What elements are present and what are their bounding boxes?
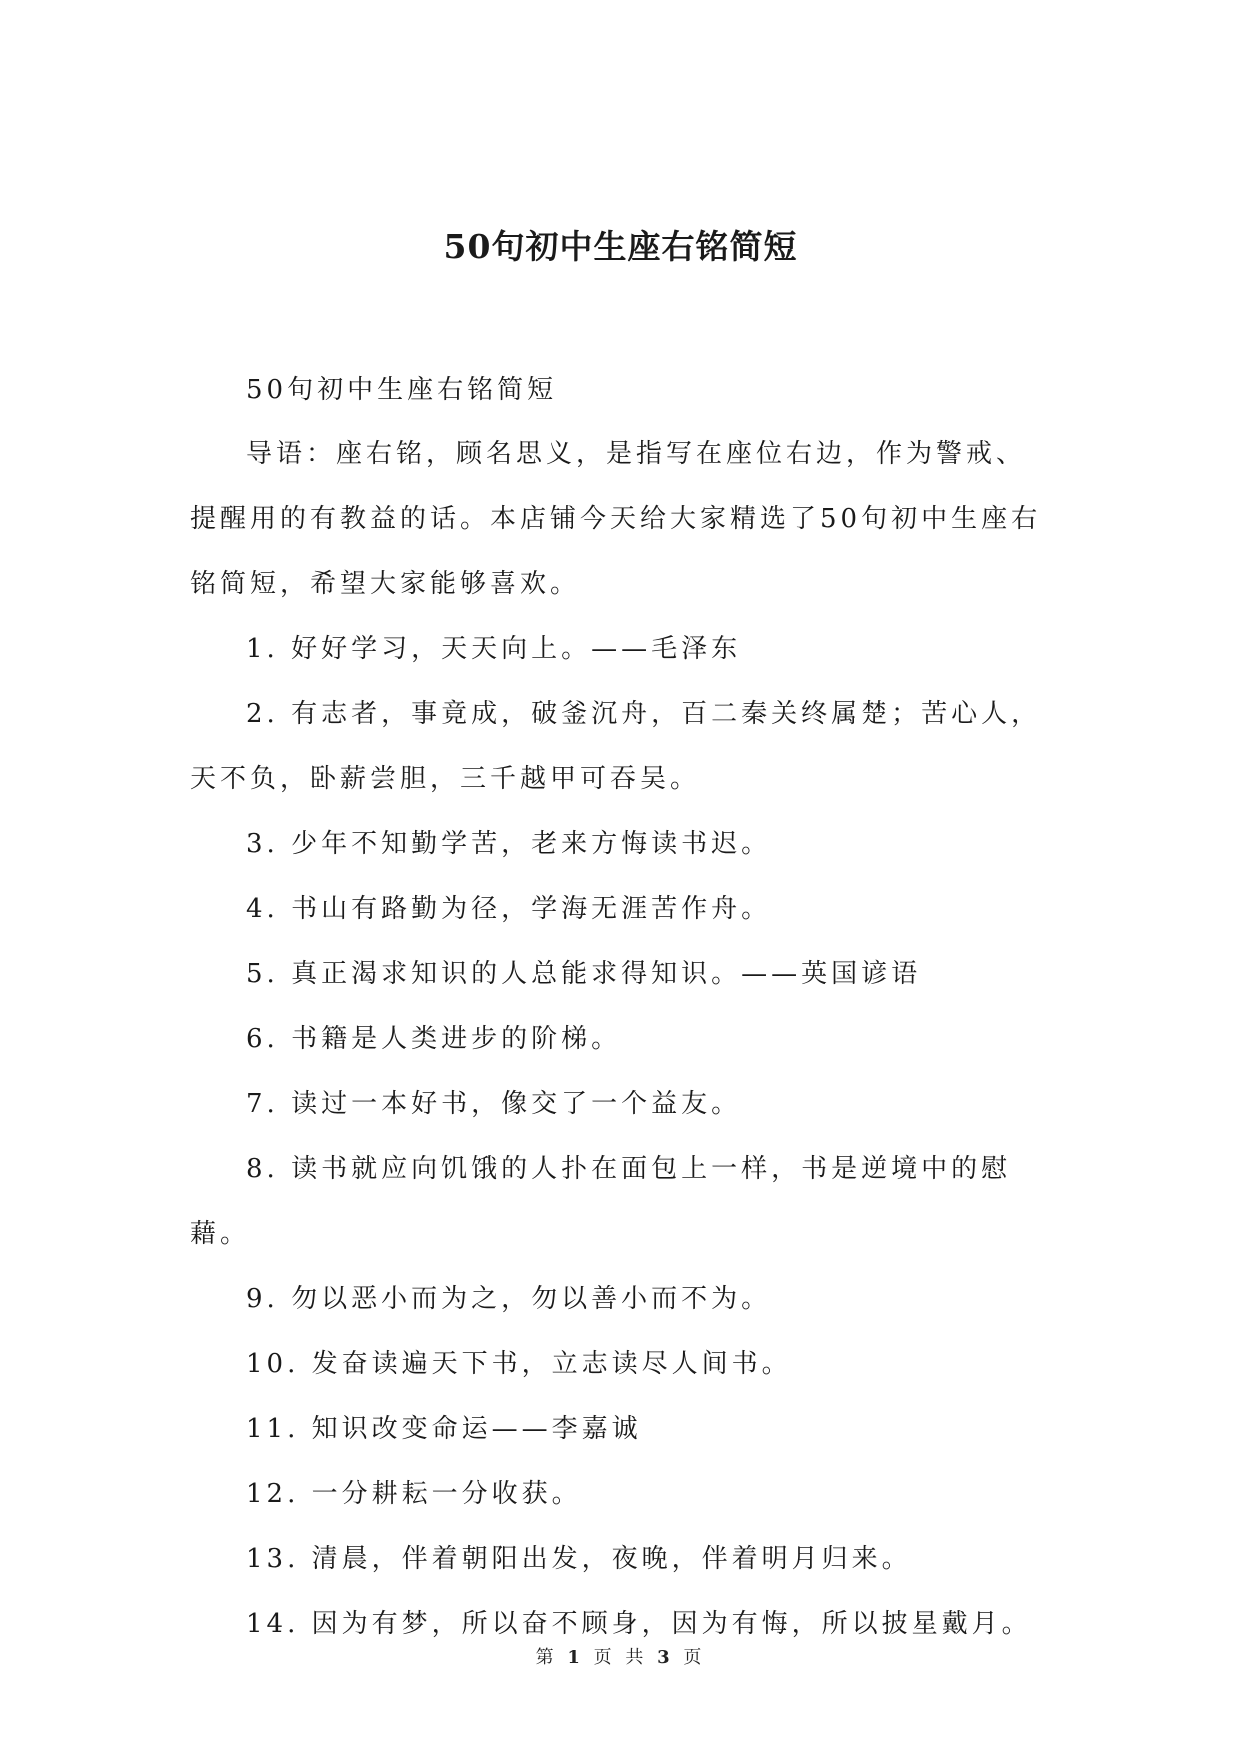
page-label-prefix: 第 <box>535 1647 558 1668</box>
current-page-number: 1 <box>567 1647 584 1668</box>
list-item: 10. 发奋读遍天下书，立志读尽人间书。 <box>246 1349 792 1379</box>
list-item: 14. 因为有梦，所以奋不顾身，因为有悔，所以披星戴月。 <box>246 1609 1032 1639</box>
list-item: 8. 读书就应向饥饿的人扑在面包上一样，书是逆境中的慰藉。 <box>190 1154 1012 1249</box>
list-item: 7. 读过一本好书，像交了一个益友。 <box>246 1089 742 1119</box>
list-item: 11. 知识改变命运——李嘉诚 <box>246 1414 642 1444</box>
list-item: 12. 一分耕耘一分收获。 <box>246 1479 582 1509</box>
list-item: 9. 勿以恶小而为之，勿以善小而不为。 <box>246 1284 772 1314</box>
list-item: 2. 有志者，事竟成，破釜沉舟，百二秦关终属楚；苦心人，天不负，卧薪尝胆，三千越甲可吞吴。 <box>190 699 1042 794</box>
list-item: 3. 少年不知勤学苦，老来方悔读书迟。 <box>246 829 772 859</box>
document-title: 50句初中生座右铭简短 <box>443 227 798 266</box>
motto-list <box>190 617 1050 1657</box>
page-label-suffix: 页 <box>683 1647 706 1668</box>
total-pages-number: 3 <box>657 1647 674 1668</box>
document-body <box>190 358 1050 1657</box>
page-label-mid: 页 共 <box>593 1647 648 1668</box>
list-item: 13. 清晨，伴着朝阳出发，夜晚，伴着明月归来。 <box>246 1544 912 1574</box>
section-heading: 50句初中生座右铭简短 <box>246 375 558 405</box>
list-item: 6. 书籍是人类进步的阶梯。 <box>246 1024 622 1054</box>
list-item: 4. 书山有路勤为径，学海无涯苦作舟。 <box>246 894 772 924</box>
intro-paragraph: 导语：座右铭，顾名思义，是指写在座位右边，作为警戒、提醒用的有教益的话。本店铺今天给大家精选了50句初中生座右铭简短，希望大家能够喜欢。 <box>190 439 1042 599</box>
page-footer <box>0 1643 1241 1669</box>
list-item: 5. 真正渴求知识的人总能求得知识。——英国谚语 <box>246 959 922 989</box>
list-item: 1. 好好学习，天天向上。——毛泽东 <box>246 634 742 664</box>
